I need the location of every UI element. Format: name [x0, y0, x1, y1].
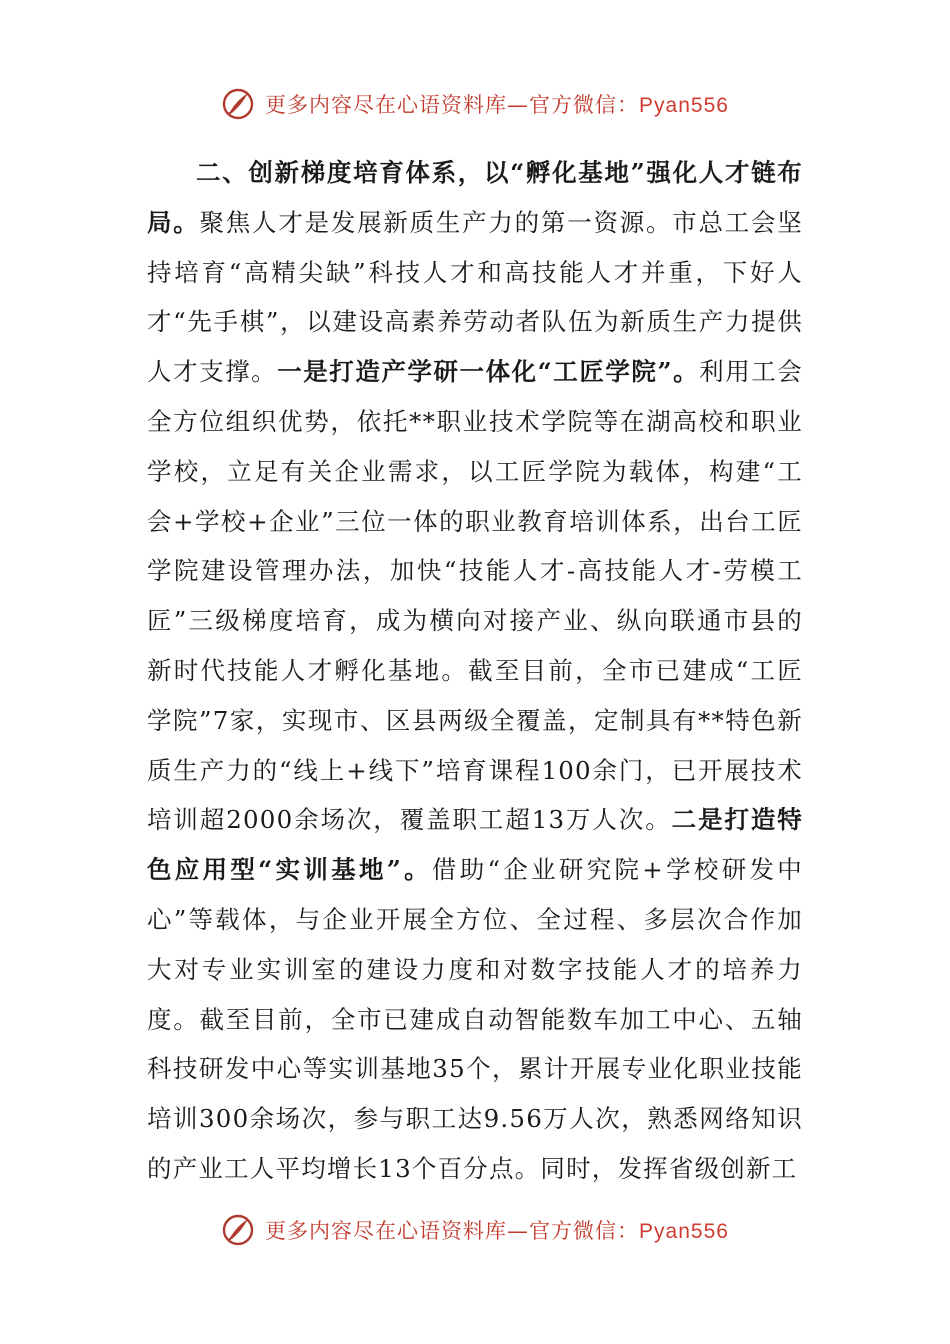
- paragraph-text-1: 聚焦人才是发展新质生产力的第一资源。市总工会坚持培育“高精尖缺”科技人才和高技能人才并重，下好人才“先手棋”，以建设高素养劳动者队伍为新质生产力提供人才支撑。: [147, 207, 803, 387]
- watermark-separator: —: [507, 93, 530, 117]
- watermark-footer: [0, 1210, 950, 1250]
- document-body: [147, 148, 803, 1194]
- watermark-text: [265, 89, 729, 119]
- watermark-text: [265, 1215, 729, 1245]
- paragraph-text-2: 利用工会全方位组织优势，依托**职业技术学院等在湖高校和职业学校，立足有关企业需求，以工匠学院为载体，构建“工会+学校+企业”三位一体的职业教育培训体系，出台工匠学院建设管理办法，加快“技能人才-高技能人才-劳模工匠”三级梯度培育，成为横向对接产业、纵向联通市县的新时代技能人才孵化基地。截至目前，全市已建成“工匠学院”7家，实现市、区县两级全覆盖，定制具有**特色新质生产力的“线上+线下”培育课程100余门，已开展技术培训超2000余场次，覆盖职工超13万人次。: [147, 357, 803, 835]
- point-one-heading: 一是打造产学研一体化“工匠学院”。: [277, 357, 700, 387]
- body-paragraph: [147, 148, 803, 1194]
- watermark-brand: 更多内容尽在心语资料库: [265, 93, 508, 117]
- watermark-label: 官方微信：: [529, 1219, 640, 1243]
- point-two-heading: 二是打造特色应用型“实训基地”。: [147, 805, 804, 885]
- watermark-header: [0, 84, 950, 124]
- watermark-brand: 更多内容尽在心语资料库: [265, 1219, 508, 1243]
- watermark-label: 官方微信：: [529, 93, 640, 117]
- quill-logo-icon: [221, 87, 255, 121]
- paragraph-text-3: 借助“企业研究院+学校研发中心”等载体，与企业开展全方位、全过程、多层次合作加大对专业实训室的建设力度和对数字技能人才的培养力度。截至目前，全市已建成自动智能数车加工中心、五轴科技研发中心等实训基地35个，累计开展专业化职业技能培训300余场次，参与职工达9.56万人次，熟悉网络知识的产业工人平均增长13个百分点。同时，发挥省级创新工: [147, 855, 803, 1183]
- quill-logo-icon: [221, 1213, 255, 1247]
- watermark-wechat-id: Pyan556: [639, 94, 729, 117]
- paragraph-heading: 二、创新梯度培育体系，以“孵化基地”强化人才链布局。: [147, 158, 803, 237]
- watermark-separator: —: [507, 1219, 530, 1243]
- watermark-wechat-id: Pyan556: [639, 1220, 729, 1243]
